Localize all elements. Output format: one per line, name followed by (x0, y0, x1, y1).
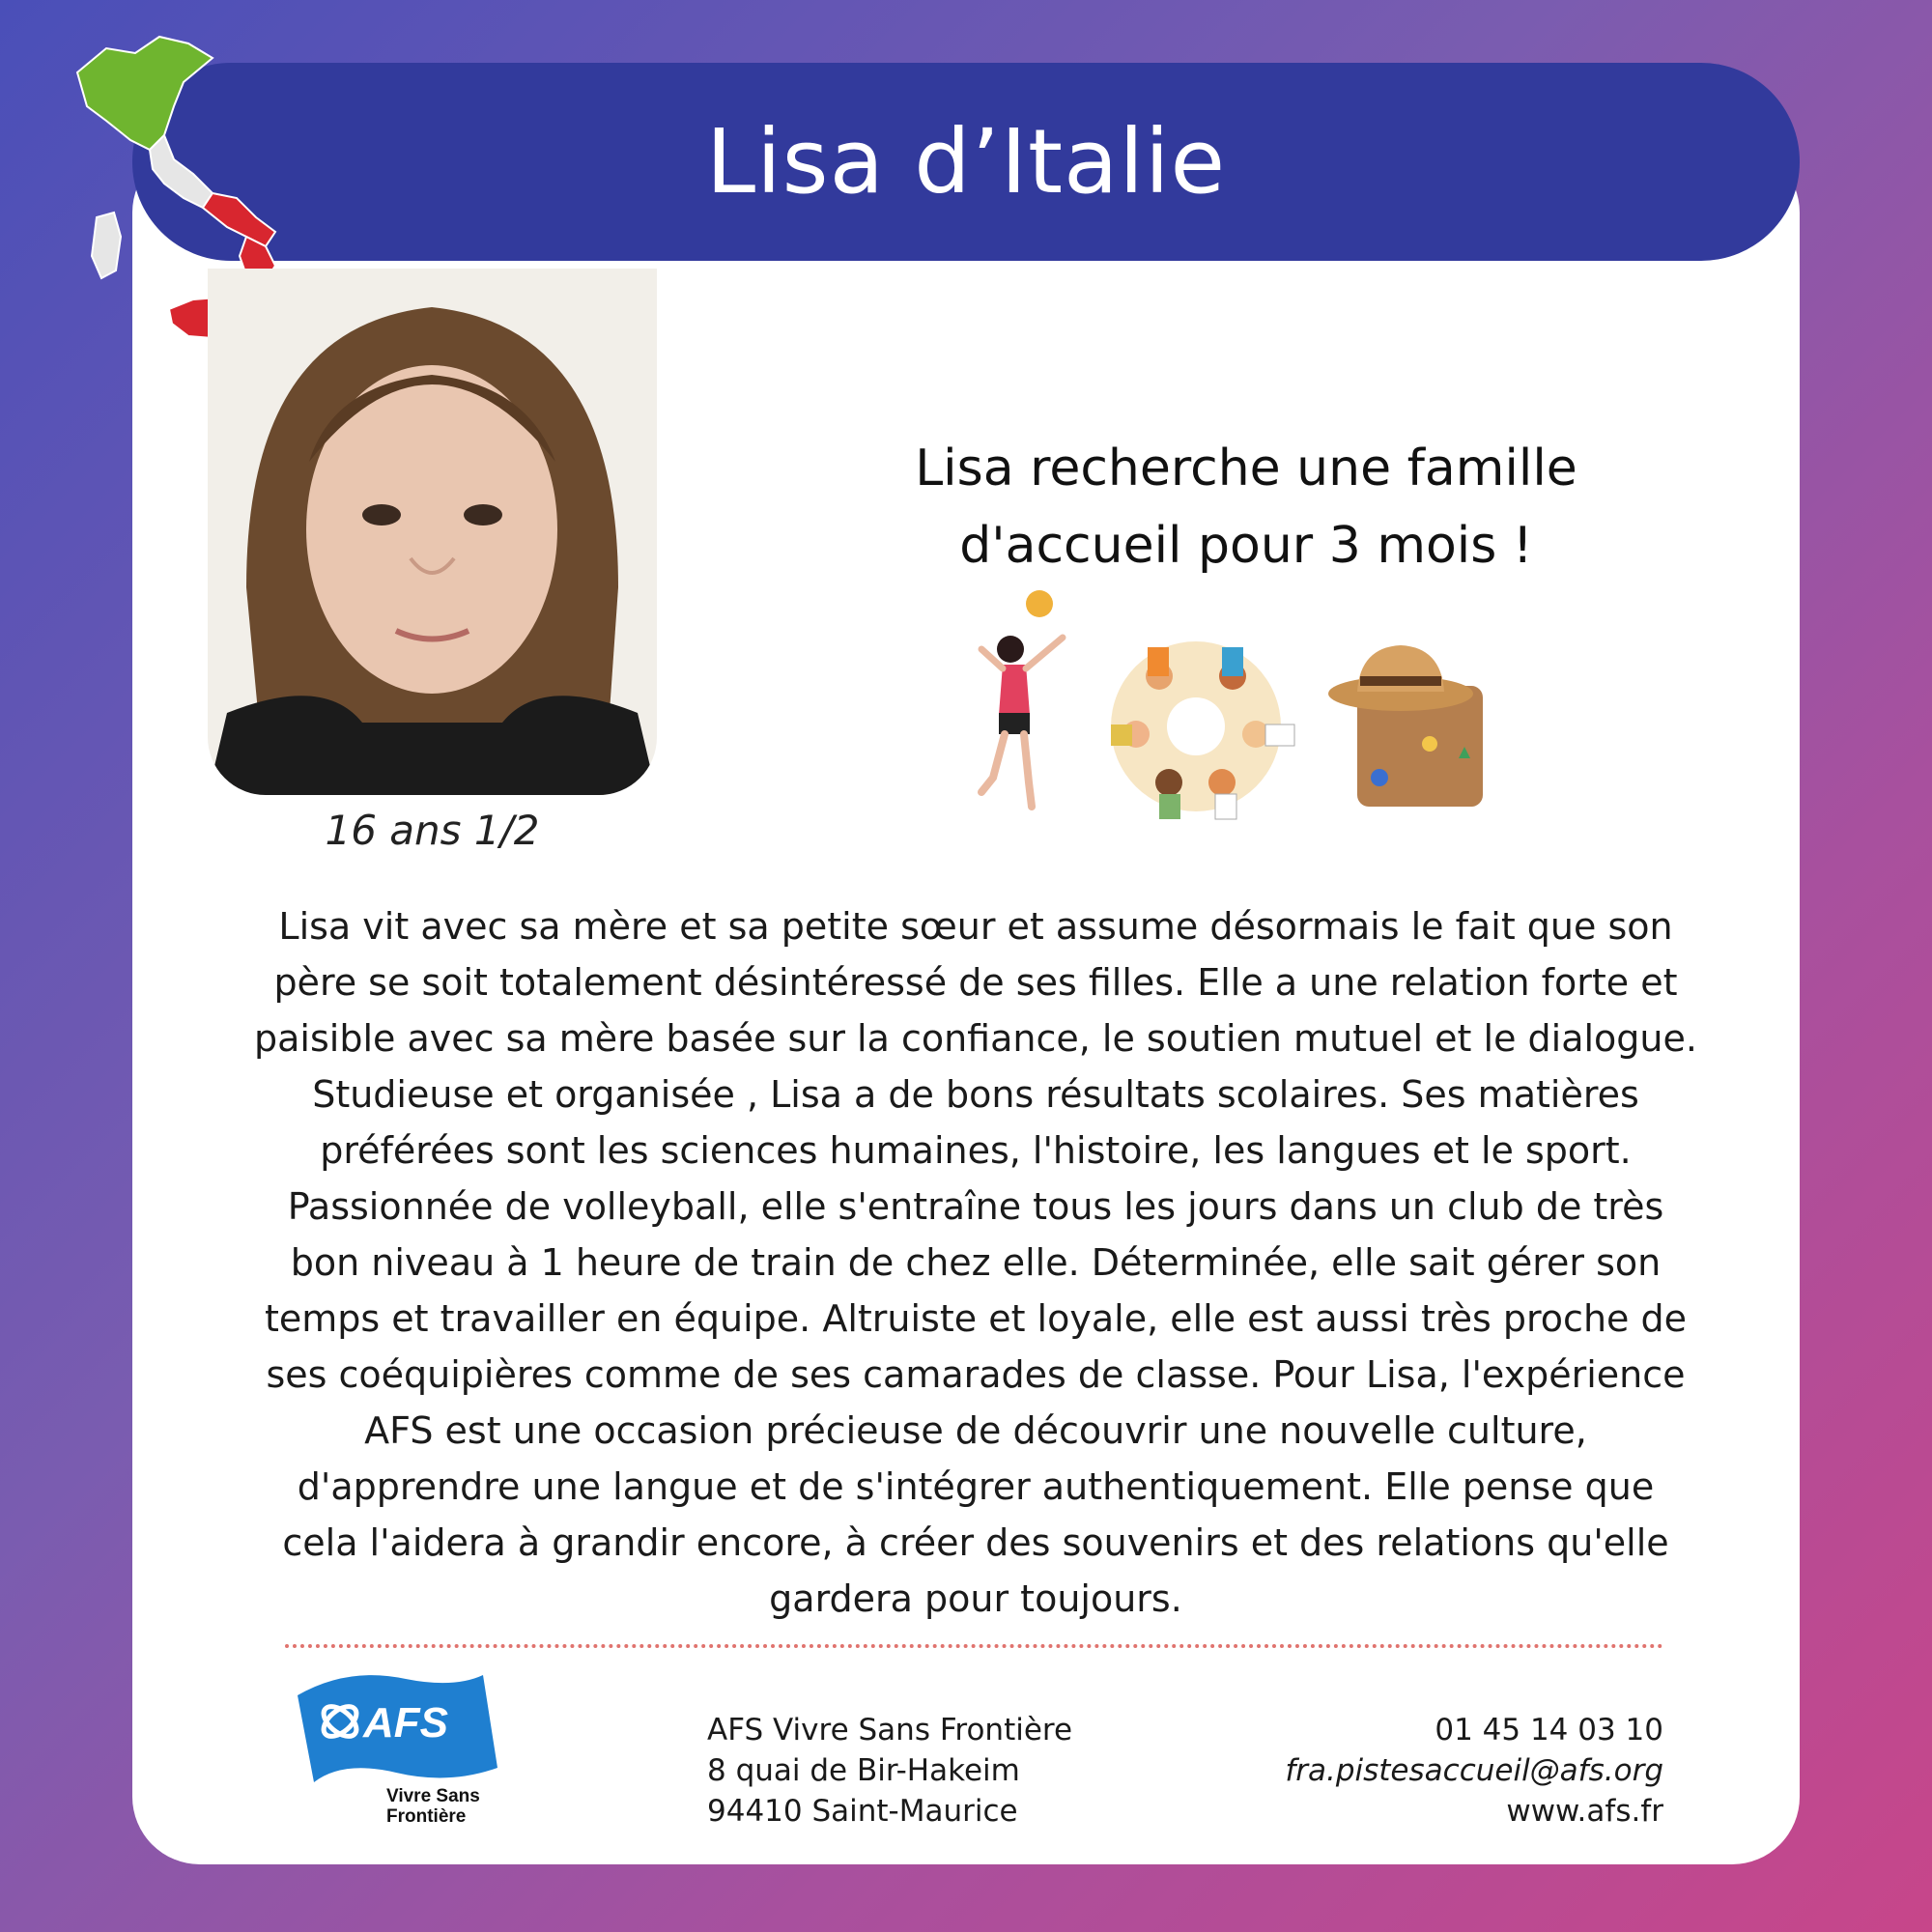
student-photo (208, 269, 657, 795)
hat-suitcase-icon (1328, 645, 1483, 807)
friends-circle-icon (1111, 641, 1294, 819)
bio-line: Studieuse et organisée , Lisa a de bons résultats scolaires. Ses matières (312, 1073, 1639, 1116)
bio-line: paisible avec sa mère basée sur la confiance, le soutien mutuel et le dialogue. (254, 1017, 1697, 1060)
footer-contact (1285, 1710, 1663, 1832)
bio-line: gardera pour toujours. (769, 1577, 1182, 1620)
page-title: Lisa d’Italie (705, 110, 1227, 213)
headline-line: Lisa recherche une famille (915, 440, 1577, 497)
bio-line: d'apprendre une langue et de s'intégrer authentiquement. Elle pense que (297, 1465, 1655, 1508)
headline-line: d'accueil pour 3 mois ! (959, 517, 1533, 575)
footer-address (707, 1710, 1072, 1832)
email-link[interactable]: fra.pistesaccueil@afs.org (1285, 1753, 1663, 1788)
headline (811, 430, 1681, 584)
logo-brand: AFS (363, 1699, 448, 1747)
address-line: AFS Vivre Sans Frontière (707, 1713, 1073, 1747)
afs-logo (290, 1662, 502, 1826)
bio-line: Lisa vit avec sa mère et sa petite sœur et assume désormais le fait que son (278, 905, 1673, 948)
phone-number: 01 45 14 03 10 (1435, 1713, 1663, 1747)
website-link[interactable]: www.afs.fr (1506, 1794, 1663, 1829)
address-line: 8 quai de Bir-Hakeim (707, 1753, 1020, 1788)
address-line: 94410 Saint-Maurice (707, 1794, 1018, 1829)
bio-line: cela l'aidera à grandir encore, à créer des souvenirs et des relations qu'elle (282, 1521, 1669, 1564)
bio-line: AFS est une occasion précieuse de découvrir une nouvelle culture, (364, 1409, 1587, 1452)
student-bio (164, 898, 1787, 1627)
student-age: 16 ans 1/2 (325, 807, 540, 854)
bio-line: préférées sont les sciences humaines, l'histoire, les langues et le sport. (320, 1129, 1632, 1172)
bio-line: ses coéquipières comme de ses camarades de classe. Pour Lisa, l'expérience (266, 1353, 1686, 1396)
logo-tagline: Vivre Sans (386, 1786, 480, 1806)
footer-divider (285, 1644, 1663, 1648)
volleyball-player-icon (981, 590, 1063, 807)
bio-line: temps et travailler en équipe. Altruiste et loyale, elle est aussi très proche de (265, 1297, 1687, 1340)
bio-line: Passionnée de volleyball, elle s'entraîne tous les jours dans un club de très (287, 1185, 1664, 1228)
bio-line: père se soit totalement désintéressé de ses filles. Elle a une relation forte et (273, 961, 1678, 1004)
logo-tagline: Frontière (386, 1806, 467, 1826)
bio-line: bon niveau à 1 heure de train de chez elle. Déterminée, elle sait gérer son (290, 1241, 1662, 1284)
interest-icons (976, 589, 1488, 821)
